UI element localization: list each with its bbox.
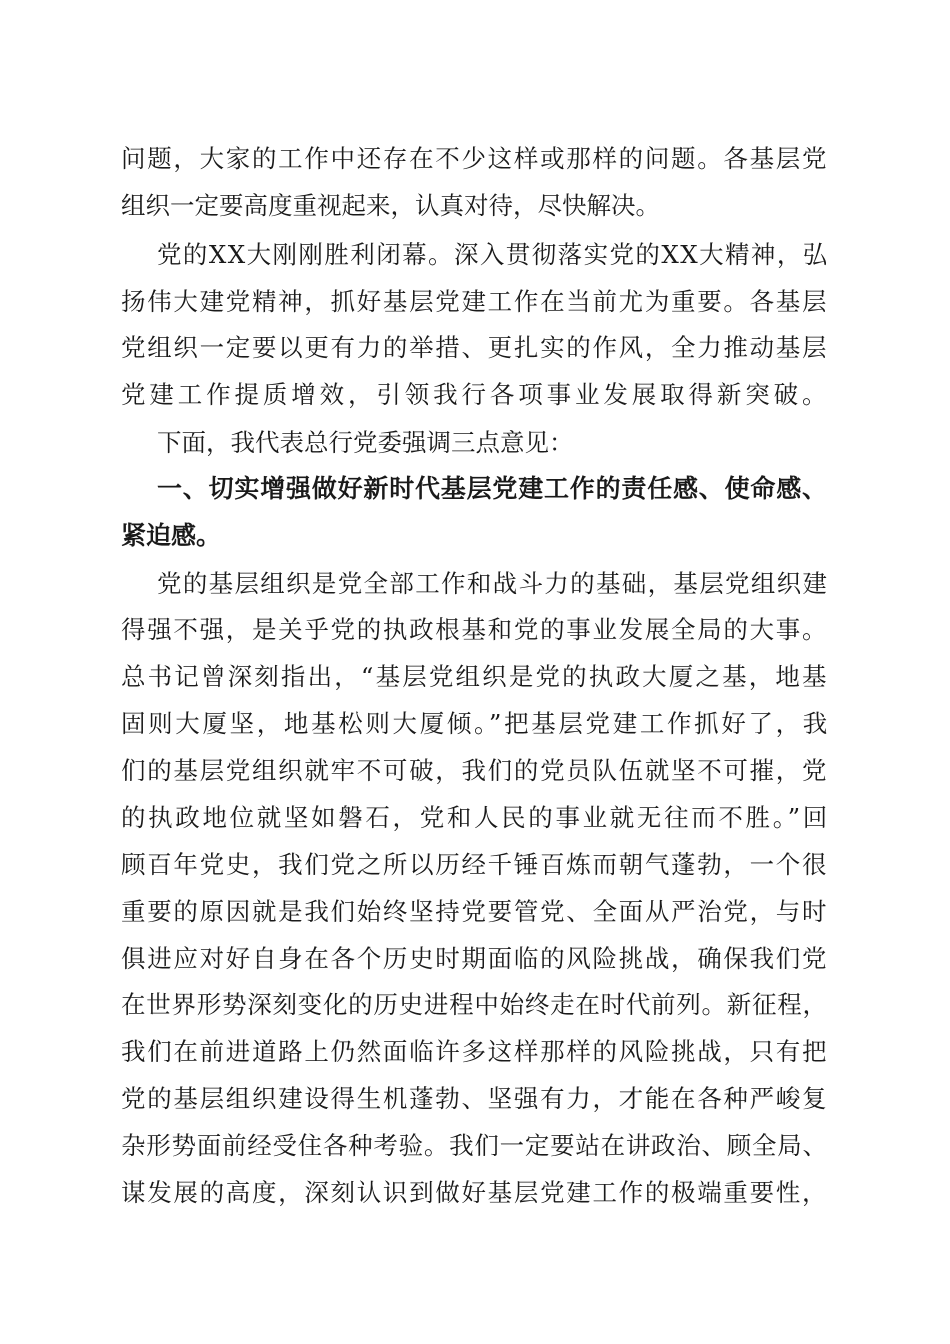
text-line: 我们在前进道路上仍然面临许多这样那样的风险挑战，只有把 xyxy=(121,1037,829,1066)
text-line: 党的XX大刚刚胜利闭幕。深入贯彻落实党的XX大精神，弘 xyxy=(157,240,829,269)
text-line: 总书记曾深刻指出，“基层党组织是党的执政大厦之基，地基 xyxy=(121,662,829,691)
text-line: 们的基层党组织就牢不可破，我们的党员队伍就坚不可摧，党 xyxy=(121,756,829,785)
text-line: 杂形势面前经受住各种考验。我们一定要站在讲政治、顾全局、 xyxy=(121,1131,828,1160)
text-line: 党组织一定要以更有力的举措、更扎实的作风，全力推动基层 xyxy=(121,333,829,362)
text-line: 得强不强，是关乎党的执政根基和党的事业发展全局的大事。 xyxy=(121,615,829,644)
text-line: 党的基层组织是党全部工作和战斗力的基础，基层党组织建 xyxy=(157,569,829,598)
text-line: 下面，我代表总行党委强调三点意见： xyxy=(157,428,574,457)
section-heading: 紧迫感。 xyxy=(121,521,222,550)
text-line: 顾百年党史，我们党之所以历经千锤百炼而朝气蓬勃，一个很 xyxy=(121,850,829,879)
text-line: 俱进应对好自身在各个历史时期面临的风险挑战，确保我们党 xyxy=(121,944,829,973)
section-heading: 一、切实增强做好新时代基层党建工作的责任感、使命感、 xyxy=(157,474,828,503)
text-line: 重要的原因就是我们始终坚持党要管党、全面从严治党，与时 xyxy=(121,897,829,926)
text-line: 问题，大家的工作中还存在不少这样或那样的问题。各基层党 xyxy=(121,144,829,173)
text-line: 的执政地位就坚如磐石，党和人民的事业就无往而不胜。”回 xyxy=(121,803,830,832)
text-line: 党建工作提质增效，引领我行各项事业发展取得新突破。 xyxy=(121,380,831,409)
text-line: 固则大厦坚，地基松则大厦倾。”把基层党建工作抓好了，我 xyxy=(121,709,830,738)
text-line: 在世界形势深刻变化的历史进程中始终走在时代前列。新征程， xyxy=(121,990,828,1019)
text-line: 扬伟大建党精神，抓好基层党建工作在当前尤为重要。各基层 xyxy=(121,287,829,316)
text-line: 组织一定要高度重视起来，认真对待，尽快解决。 xyxy=(121,191,660,220)
text-line: 党的基层组织建设得生机蓬勃、坚强有力，才能在各种严峻复 xyxy=(121,1084,829,1113)
text-line: 谋发展的高度，深刻认识到做好基层党建工作的极端重要性， xyxy=(121,1178,829,1207)
